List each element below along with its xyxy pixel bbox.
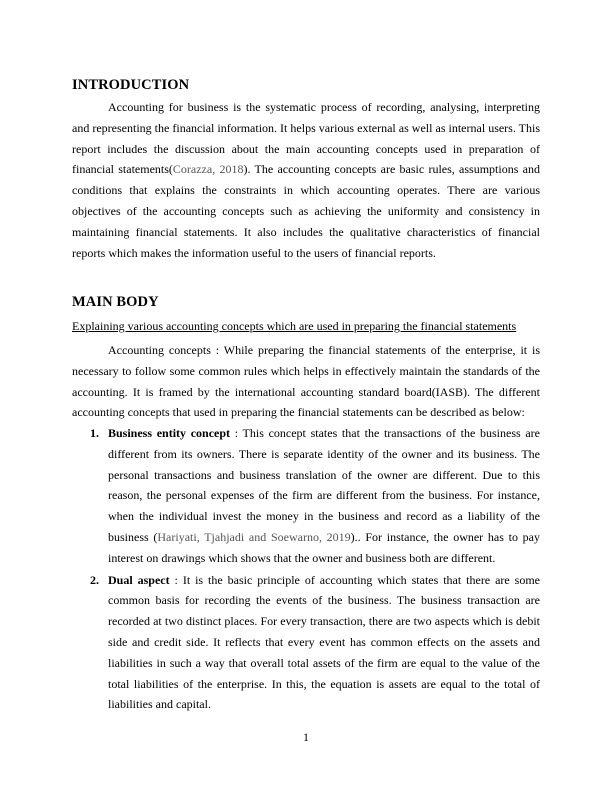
main-body-paragraph: Accounting concepts : While preparing the financial statements of the enterprise, it is necessary to follow some common rules which helps in effectively maintain the standards of the accounting. It is framed by the international accounting standard board(IASB). The different accounting concepts that used in preparing the financial statements can be described as below:: [72, 343, 540, 420]
introduction-paragraph: [72, 97, 540, 263]
concept-text-part-1: : It is the basic principle of accounting which states that there are some common basis for recording the events of the business. The business transaction are recorded at two distinct places. For every transaction, there are two aspects which is debit side and credit side. It reflects that every event has common effects on the assets and liabilities in such a way that overall total assets of the firm are equal to the value of the total liabilities of the enterprise. In this, the equation is assets are equal to the total of liabilities and capital.: [108, 572, 540, 712]
concept-citation: Hariyati, Tjahjadi and Soewarno, 2019: [157, 529, 351, 544]
list-item-number: 1.: [90, 426, 99, 440]
accounting-concepts-list: [90, 423, 541, 715]
page-number: 1: [303, 730, 309, 744]
intro-citation: Corazza, 2018: [172, 162, 244, 177]
list-item-number: 2.: [90, 572, 99, 587]
concept-text-part-1: : This concept states that the transactions of the business are different from its owners. There is separate identity of the owner and its business. The personal transactions and business translation of the owner are different. Due to this reason, the personal expenses of the firm are different from the business. For instance, when the individual invest the money in the business and record as a liability of the business (: [108, 426, 541, 544]
intro-text-part-1: Accounting for business is the systematic process of recording, analysing, interpreting and representing the financial information. It helps various external as well as internal users. This report includes the discussion about the main accounting concepts used in preparation of financial statements(: [72, 100, 540, 177]
list-item: [90, 423, 541, 569]
list-item: [90, 570, 540, 716]
introduction-heading: INTRODUCTION: [72, 77, 190, 93]
concept-text-part-2: ).. For instance, the owner has to pay interest on drawings which shows that the owner and business both are different.: [108, 529, 540, 565]
concept-term: Dual aspect: [108, 572, 170, 587]
intro-text-part-2: ). The accounting concepts are basic rules, assumptions and conditions that explains the constraints in which accounting operates. There are various objectives of the accounting concepts such as achieving the uniformity and consistency in maintaining financial statements. It also includes the qualitative characteristics of financial reports which makes the information useful to the users of financial reports.: [72, 162, 540, 260]
concept-term: Business entity concept: [108, 426, 231, 440]
section-subheading: Explaining various accounting concepts which are used in preparing the financial statements: [72, 319, 517, 333]
main-body-heading: MAIN BODY: [72, 294, 159, 310]
